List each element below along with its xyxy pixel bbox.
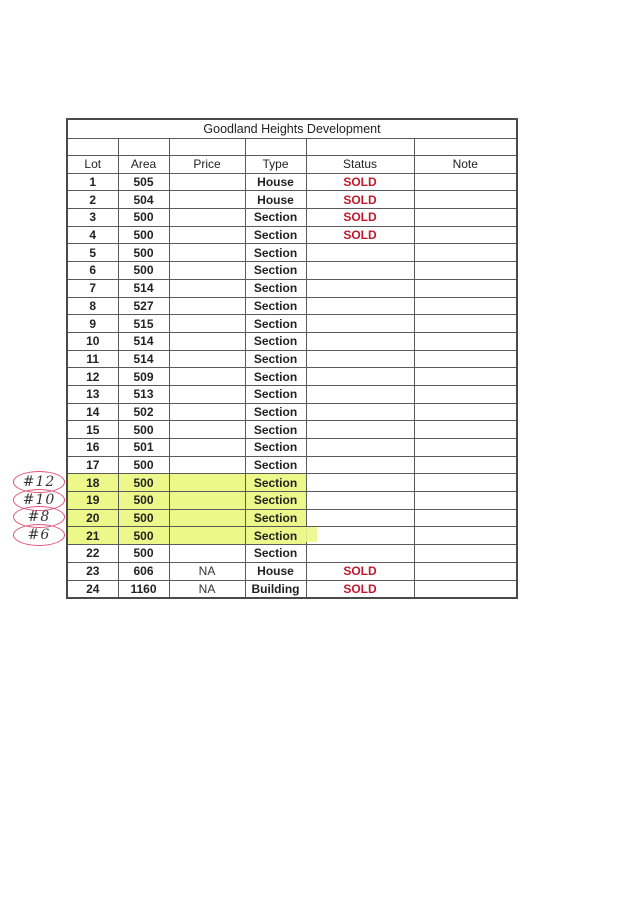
price-cell bbox=[169, 527, 245, 545]
table-row bbox=[67, 527, 517, 545]
table-row bbox=[67, 332, 517, 350]
status-cell bbox=[306, 527, 414, 545]
price-cell bbox=[169, 279, 245, 297]
price-cell bbox=[169, 439, 245, 457]
type-cell: Section bbox=[245, 403, 306, 421]
status-cell: SOLD bbox=[306, 562, 414, 580]
note-cell bbox=[414, 173, 517, 191]
status-cell: SOLD bbox=[306, 191, 414, 209]
table-row bbox=[67, 439, 517, 457]
lot-cell: 2 bbox=[67, 191, 118, 209]
area-cell: 513 bbox=[118, 385, 169, 403]
type-cell: Section bbox=[245, 350, 306, 368]
table-row bbox=[67, 226, 517, 244]
price-cell bbox=[169, 262, 245, 280]
price-cell bbox=[169, 421, 245, 439]
price-cell bbox=[169, 297, 245, 315]
table-row bbox=[67, 509, 517, 527]
table-row bbox=[67, 209, 517, 227]
area-cell: 514 bbox=[118, 350, 169, 368]
type-cell: Section bbox=[245, 474, 306, 492]
type-cell: Section bbox=[245, 226, 306, 244]
type-cell: Section bbox=[245, 456, 306, 474]
type-cell: Section bbox=[245, 439, 306, 457]
table-row bbox=[67, 385, 517, 403]
table-row bbox=[67, 421, 517, 439]
price-cell bbox=[169, 385, 245, 403]
table-row bbox=[67, 492, 517, 510]
type-cell: Section bbox=[245, 492, 306, 510]
table-title: Goodland Heights Development bbox=[67, 119, 517, 139]
price-cell bbox=[169, 492, 245, 510]
area-cell: 500 bbox=[118, 527, 169, 545]
note-cell bbox=[414, 580, 517, 598]
area-cell: 501 bbox=[118, 439, 169, 457]
note-cell bbox=[414, 209, 517, 227]
type-cell: Section bbox=[245, 332, 306, 350]
lot-cell: 7 bbox=[67, 279, 118, 297]
area-cell: 500 bbox=[118, 474, 169, 492]
status-cell bbox=[306, 385, 414, 403]
lot-cell: 4 bbox=[67, 226, 118, 244]
area-cell: 514 bbox=[118, 279, 169, 297]
header-price: Price bbox=[169, 156, 245, 174]
area-cell: 505 bbox=[118, 173, 169, 191]
note-cell bbox=[414, 385, 517, 403]
header-area: Area bbox=[118, 156, 169, 174]
area-cell: 500 bbox=[118, 209, 169, 227]
header-row bbox=[67, 156, 517, 174]
lot-cell: 23 bbox=[67, 562, 118, 580]
status-cell bbox=[306, 332, 414, 350]
lot-cell: 15 bbox=[67, 421, 118, 439]
table-row bbox=[67, 173, 517, 191]
area-cell: 500 bbox=[118, 226, 169, 244]
table-row bbox=[67, 262, 517, 280]
lot-cell: 12 bbox=[67, 368, 118, 386]
header-type: Type bbox=[245, 156, 306, 174]
lot-table bbox=[66, 118, 518, 599]
area-cell: 500 bbox=[118, 456, 169, 474]
note-cell bbox=[414, 439, 517, 457]
blank-row bbox=[67, 139, 517, 156]
table-row bbox=[67, 580, 517, 598]
lot-cell: 10 bbox=[67, 332, 118, 350]
lot-cell: 9 bbox=[67, 315, 118, 333]
table-row bbox=[67, 315, 517, 333]
area-cell: 514 bbox=[118, 332, 169, 350]
note-cell bbox=[414, 509, 517, 527]
type-cell: Section bbox=[245, 297, 306, 315]
area-cell: 504 bbox=[118, 191, 169, 209]
type-cell: Section bbox=[245, 279, 306, 297]
status-cell bbox=[306, 456, 414, 474]
type-cell: Section bbox=[245, 262, 306, 280]
status-cell bbox=[306, 368, 414, 386]
note-cell bbox=[414, 368, 517, 386]
note-cell bbox=[414, 562, 517, 580]
note-cell bbox=[414, 421, 517, 439]
note-cell bbox=[414, 456, 517, 474]
type-cell: House bbox=[245, 173, 306, 191]
note-cell bbox=[414, 474, 517, 492]
type-cell: Section bbox=[245, 421, 306, 439]
price-cell bbox=[169, 368, 245, 386]
lot-cell: 20 bbox=[67, 509, 118, 527]
table-row bbox=[67, 562, 517, 580]
note-cell bbox=[414, 191, 517, 209]
lot-cell: 21 bbox=[67, 527, 118, 545]
area-cell: 606 bbox=[118, 562, 169, 580]
status-cell bbox=[306, 421, 414, 439]
type-cell: House bbox=[245, 562, 306, 580]
mark-text: #10 bbox=[22, 491, 56, 508]
type-cell: Section bbox=[245, 209, 306, 227]
area-cell: 527 bbox=[118, 297, 169, 315]
type-cell: Building bbox=[245, 580, 306, 598]
note-cell bbox=[414, 350, 517, 368]
note-cell bbox=[414, 279, 517, 297]
table-row bbox=[67, 191, 517, 209]
table-row bbox=[67, 456, 517, 474]
area-cell: 500 bbox=[118, 545, 169, 563]
note-cell bbox=[414, 297, 517, 315]
table-row bbox=[67, 368, 517, 386]
status-cell: SOLD bbox=[306, 580, 414, 598]
status-cell bbox=[306, 509, 414, 527]
area-cell: 500 bbox=[118, 509, 169, 527]
price-cell bbox=[169, 332, 245, 350]
note-cell bbox=[414, 262, 517, 280]
lot-cell: 24 bbox=[67, 580, 118, 598]
status-cell bbox=[306, 262, 414, 280]
price-cell bbox=[169, 244, 245, 262]
table-row bbox=[67, 474, 517, 492]
status-cell bbox=[306, 279, 414, 297]
table-row bbox=[67, 403, 517, 421]
area-cell: 500 bbox=[118, 262, 169, 280]
status-cell bbox=[306, 297, 414, 315]
type-cell: Section bbox=[245, 527, 306, 545]
price-cell bbox=[169, 350, 245, 368]
note-cell bbox=[414, 492, 517, 510]
price-cell bbox=[169, 456, 245, 474]
status-cell bbox=[306, 350, 414, 368]
status-cell: SOLD bbox=[306, 226, 414, 244]
status-cell: SOLD bbox=[306, 173, 414, 191]
mark-text: #12 bbox=[22, 473, 56, 490]
lot-cell: 22 bbox=[67, 545, 118, 563]
note-cell bbox=[414, 332, 517, 350]
table-row bbox=[67, 279, 517, 297]
type-cell: Section bbox=[245, 368, 306, 386]
lot-cell: 11 bbox=[67, 350, 118, 368]
status-cell bbox=[306, 244, 414, 262]
status-cell bbox=[306, 492, 414, 510]
area-cell: 500 bbox=[118, 421, 169, 439]
price-cell bbox=[169, 209, 245, 227]
note-cell bbox=[414, 403, 517, 421]
area-cell: 500 bbox=[118, 244, 169, 262]
price-cell bbox=[169, 226, 245, 244]
price-cell bbox=[169, 403, 245, 421]
status-cell bbox=[306, 315, 414, 333]
table-row bbox=[67, 545, 517, 563]
header-status: Status bbox=[306, 156, 414, 174]
note-cell bbox=[414, 545, 517, 563]
lot-cell: 3 bbox=[67, 209, 118, 227]
mark-text: #6 bbox=[27, 526, 51, 543]
price-cell bbox=[169, 173, 245, 191]
header-lot: Lot bbox=[67, 156, 118, 174]
status-cell bbox=[306, 403, 414, 421]
type-cell: Section bbox=[245, 315, 306, 333]
area-cell: 502 bbox=[118, 403, 169, 421]
type-cell: Section bbox=[245, 385, 306, 403]
lot-cell: 16 bbox=[67, 439, 118, 457]
table-row bbox=[67, 350, 517, 368]
type-cell: Section bbox=[245, 509, 306, 527]
lot-cell: 1 bbox=[67, 173, 118, 191]
status-cell bbox=[306, 439, 414, 457]
lot-cell: 6 bbox=[67, 262, 118, 280]
price-cell bbox=[169, 545, 245, 563]
lot-cell: 14 bbox=[67, 403, 118, 421]
type-cell: Section bbox=[245, 545, 306, 563]
price-cell bbox=[169, 474, 245, 492]
area-cell: 509 bbox=[118, 368, 169, 386]
note-cell bbox=[414, 244, 517, 262]
price-cell bbox=[169, 191, 245, 209]
lot-cell: 5 bbox=[67, 244, 118, 262]
mark-text: #8 bbox=[27, 509, 51, 526]
area-cell: 1160 bbox=[118, 580, 169, 598]
note-cell bbox=[414, 527, 517, 545]
handwritten-mark bbox=[13, 524, 65, 546]
table-row bbox=[67, 244, 517, 262]
price-cell: NA bbox=[169, 580, 245, 598]
type-cell: Section bbox=[245, 244, 306, 262]
type-cell: House bbox=[245, 191, 306, 209]
area-cell: 500 bbox=[118, 492, 169, 510]
header-note: Note bbox=[414, 156, 517, 174]
status-cell: SOLD bbox=[306, 209, 414, 227]
status-cell bbox=[306, 474, 414, 492]
highlighter-stroke bbox=[305, 527, 317, 542]
note-cell bbox=[414, 315, 517, 333]
lot-cell: 17 bbox=[67, 456, 118, 474]
price-cell: NA bbox=[169, 562, 245, 580]
lot-cell: 13 bbox=[67, 385, 118, 403]
price-cell bbox=[169, 509, 245, 527]
status-cell bbox=[306, 545, 414, 563]
table-row bbox=[67, 297, 517, 315]
note-cell bbox=[414, 226, 517, 244]
lot-cell: 8 bbox=[67, 297, 118, 315]
lot-cell: 19 bbox=[67, 492, 118, 510]
price-cell bbox=[169, 315, 245, 333]
lot-cell: 18 bbox=[67, 474, 118, 492]
area-cell: 515 bbox=[118, 315, 169, 333]
